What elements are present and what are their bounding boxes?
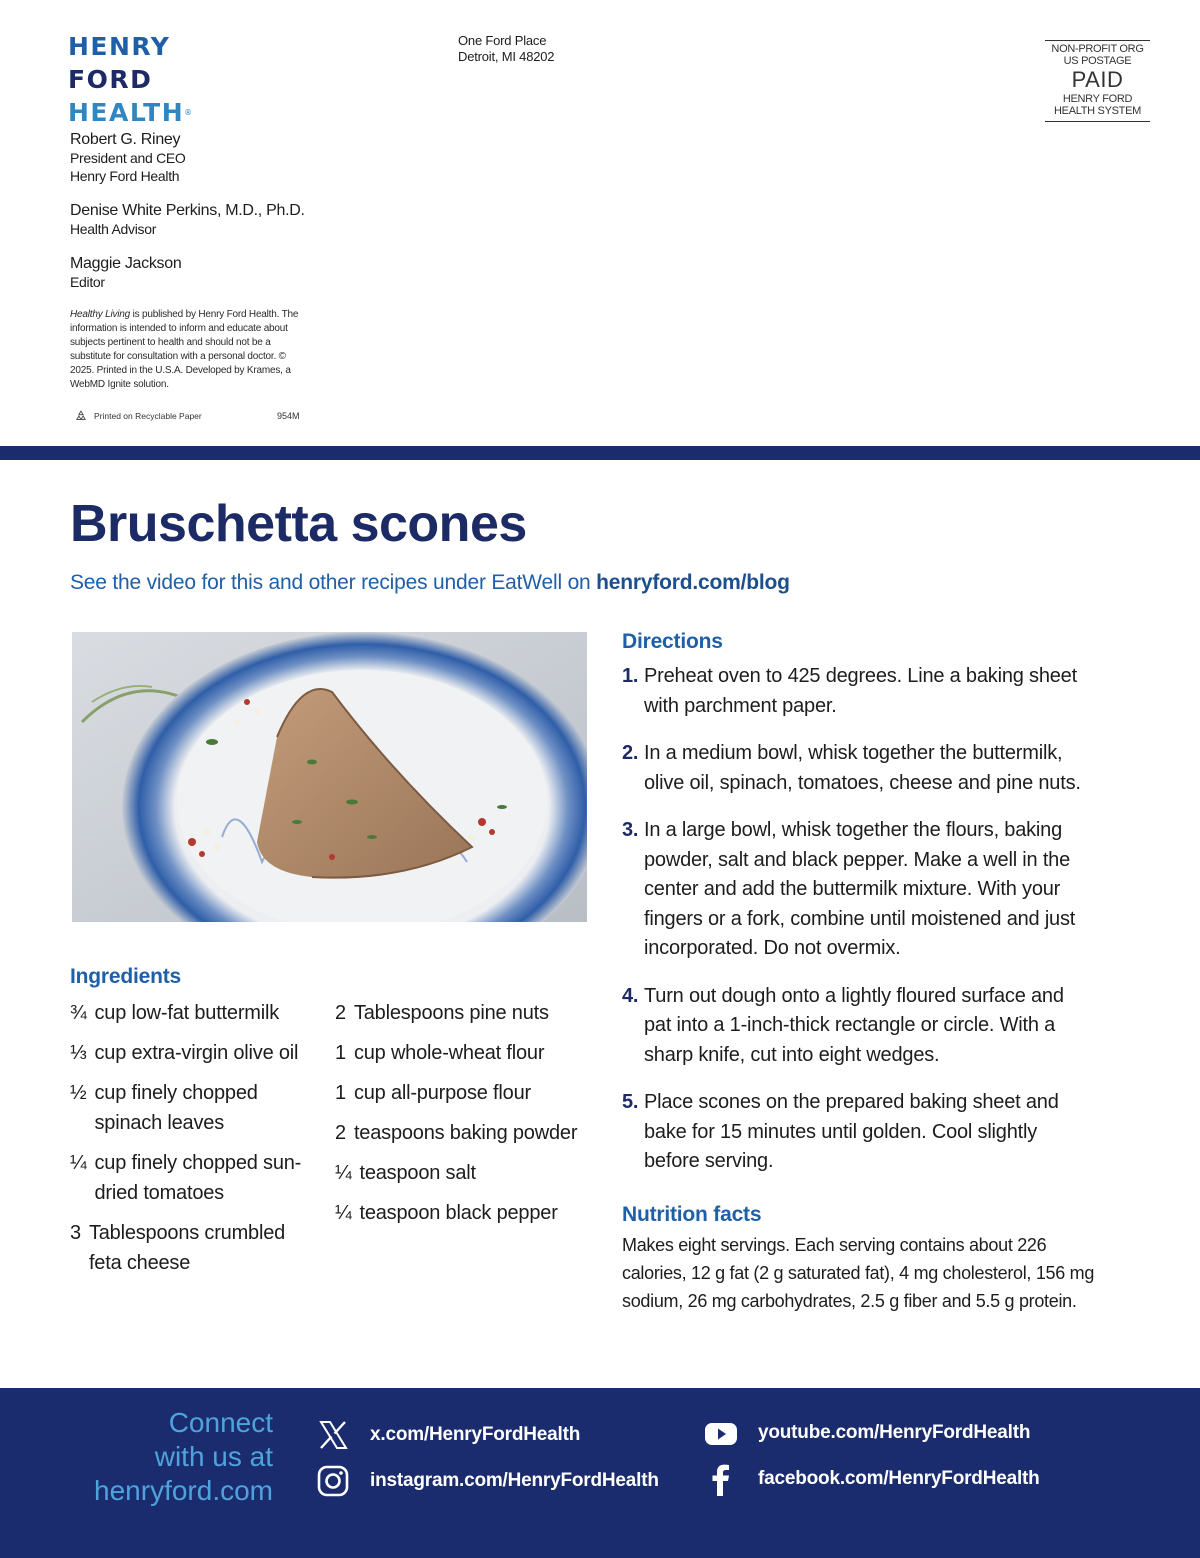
ingredient-text: cup extra-virgin olive oil	[94, 1042, 299, 1064]
ingredient-item	[70, 1078, 320, 1138]
ingredient-text: cup all-purpose flour	[353, 1082, 531, 1104]
staff-role: Editor	[70, 274, 105, 290]
ingredient-item	[70, 1038, 320, 1068]
staff-role: Henry Ford Health	[70, 168, 180, 184]
step-text: In a large bowl, whisk together the flours, baking powder, salt and black pepper. Make a well in the center and add the buttermilk mixture. With your fingers or a fork, combine until moistened and just incorporated. Do not overmix.	[644, 819, 1076, 959]
ingredients-heading: Ingredients	[70, 965, 181, 988]
ingredient-text: cup finely chopped spinach leaves	[94, 1082, 258, 1134]
postage-line4: HENRY FORD	[1062, 93, 1133, 105]
postage-line5: HEALTH SYSTEM	[1054, 105, 1141, 117]
direction-step	[622, 1088, 1092, 1177]
mailing-address	[458, 33, 554, 65]
logo-line-health	[68, 96, 208, 129]
ingredient-item	[335, 1078, 595, 1108]
ingredient-text: teaspoons baking powder	[353, 1122, 578, 1144]
social-link-instagram[interactable]	[316, 1464, 659, 1498]
footer-band	[0, 1388, 1200, 1558]
staff-role: President and CEO	[70, 150, 186, 166]
step-number: 4.	[622, 984, 639, 1007]
ingredient-item	[335, 1118, 595, 1148]
ingredient-text: teaspoon salt	[359, 1162, 476, 1184]
logo-registered-mark: ®	[184, 108, 193, 117]
ingredient-qty: 2	[335, 1002, 346, 1024]
facebook-icon	[704, 1462, 738, 1496]
address-line2: Detroit, MI 48202	[458, 49, 555, 64]
ingredient-qty: 1	[335, 1042, 346, 1064]
staff-entry-health-advisor	[70, 201, 330, 238]
direction-step	[622, 739, 1092, 798]
ingredient-qty: ¼	[70, 1152, 87, 1174]
staff-entry-editor	[70, 254, 330, 291]
ingredient-text: cup finely chopped sun-dried tomatoes	[94, 1152, 302, 1204]
logo-health-word: HEALTH	[68, 98, 185, 127]
postage-paid: PAID	[1071, 67, 1124, 92]
ingredient-item	[70, 998, 320, 1028]
step-text: Preheat oven to 425 degrees. Line a baking sheet with parchment paper.	[644, 665, 1077, 717]
ingredient-text: teaspoon black pepper	[359, 1202, 558, 1224]
staff-role: Health Advisor	[70, 221, 157, 237]
connect-line1: Connect	[168, 1407, 273, 1438]
postage-indicia	[1045, 40, 1150, 122]
ingredient-text: Tablespoons pine nuts	[353, 1002, 549, 1024]
ingredient-item	[70, 1218, 320, 1278]
step-number: 1.	[622, 665, 639, 687]
divider-band	[0, 446, 1200, 460]
print-code: 954M	[277, 411, 300, 421]
scone-illustration	[72, 632, 587, 922]
subtitle-text: See the video for this and other recipes under EatWell on	[70, 571, 597, 594]
ingredient-text: Tablespoons crumbled feta cheese	[88, 1222, 286, 1274]
staff-name: Robert G. Riney	[70, 131, 181, 148]
social-link-x[interactable]	[316, 1418, 580, 1452]
ingredient-text: cup low-fat buttermilk	[94, 1002, 280, 1024]
ingredient-item	[70, 1148, 320, 1208]
publication-disclaimer	[70, 308, 305, 392]
scone-photo	[72, 632, 587, 922]
step-text: Place scones on the prepared baking sheet and bake for 15 minutes until golden. Cool slightly before serving.	[644, 1091, 1059, 1172]
step-text: Turn out dough onto a lightly floured surface and pat into a 1-inch-thick rectangle or circle. With a sharp knife, cut into eight wedges.	[644, 984, 1064, 1066]
disclaimer-text: is published by Henry Ford Health. The information is intended to inform and educate about subjects pertinent to health and should not be a substitute for consultation with a personal doctor. © 2025. Printed in the U.S.A. Developed by Krames, a WebMD Ignite solution.	[70, 309, 299, 390]
staff-name: Maggie Jackson	[70, 255, 182, 272]
x-logo-icon	[316, 1418, 350, 1452]
ingredient-item	[335, 1158, 595, 1188]
ingredient-qty: ¼	[335, 1202, 352, 1224]
direction-step	[622, 662, 1092, 721]
ingredients-column-2	[335, 998, 595, 1238]
step-number: 5.	[622, 1091, 639, 1113]
staff-name: Denise White Perkins, M.D., Ph.D.	[70, 202, 305, 219]
recipe-subtitle	[70, 568, 790, 598]
direction-step	[622, 982, 1092, 1071]
direction-step	[622, 816, 1092, 964]
directions-heading: Directions	[622, 630, 723, 653]
ingredient-qty: ⅓	[70, 1042, 87, 1064]
website-link[interactable]: henryford.com	[94, 1475, 273, 1506]
ingredient-qty: 2	[335, 1122, 346, 1144]
staff-list	[70, 130, 330, 307]
staff-entry-ceo	[70, 130, 330, 185]
recyclable-paper-note	[74, 409, 202, 423]
recycle-icon	[74, 409, 88, 423]
connect-line2: with us at	[154, 1441, 273, 1472]
youtube-handle: youtube.com/HenryFordHealth	[758, 1422, 1031, 1443]
logo-line-ford: FORD	[68, 65, 153, 94]
social-link-facebook[interactable]	[704, 1462, 1040, 1496]
ingredient-qty: ½	[70, 1082, 87, 1104]
ingredient-qty: ¾	[70, 1002, 87, 1024]
ingredient-qty: 3	[70, 1222, 81, 1244]
x-handle: x.com/HenryFordHealth	[370, 1424, 581, 1445]
connect-callout	[94, 1406, 273, 1508]
ingredient-item	[335, 1038, 595, 1068]
directions-list	[622, 662, 1092, 1195]
ingredient-item	[335, 1198, 595, 1228]
nutrition-facts-text: Makes eight servings. Each serving contains about 226 calories, 12 g fat (2 g saturated fat), 4 mg cholesterol, 156 mg sodium, 26 mg carbohydrates, 2.5 g fiber and 5.5 g protein.	[622, 1235, 1095, 1311]
publication-name: Healthy Living	[70, 309, 131, 320]
ingredients-column-1	[70, 998, 320, 1288]
ingredient-qty: 1	[335, 1082, 346, 1104]
nutrition-heading: Nutrition facts	[622, 1203, 762, 1226]
step-text: In a medium bowl, whisk together the buttermilk, olive oil, spinach, tomatoes, cheese and pine nuts.	[644, 742, 1081, 794]
postage-line1: NON-PROFIT ORG	[1051, 43, 1144, 55]
recipe-title: Bruschetta scones	[70, 495, 527, 553]
facebook-handle: facebook.com/HenryFordHealth	[758, 1468, 1040, 1489]
social-link-youtube[interactable]	[704, 1416, 1030, 1450]
logo-line-henry: HENRY	[68, 32, 171, 61]
instagram-handle: instagram.com/HenryFordHealth	[370, 1470, 659, 1491]
step-number: 3.	[622, 819, 639, 841]
instagram-icon	[316, 1464, 350, 1498]
ingredient-qty: ¼	[335, 1162, 352, 1184]
ingredient-text: cup whole-wheat flour	[353, 1042, 545, 1064]
recycle-text: Printed on Recyclable Paper	[94, 411, 202, 421]
step-number: 2.	[622, 742, 639, 764]
address-line1: One Ford Place	[458, 33, 547, 48]
ingredient-item	[335, 998, 595, 1028]
henry-ford-health-logo	[68, 30, 208, 129]
postage-line2: US POSTAGE	[1063, 55, 1132, 67]
blog-link[interactable]: henryford.com/blog	[596, 571, 790, 594]
youtube-icon	[704, 1416, 738, 1450]
